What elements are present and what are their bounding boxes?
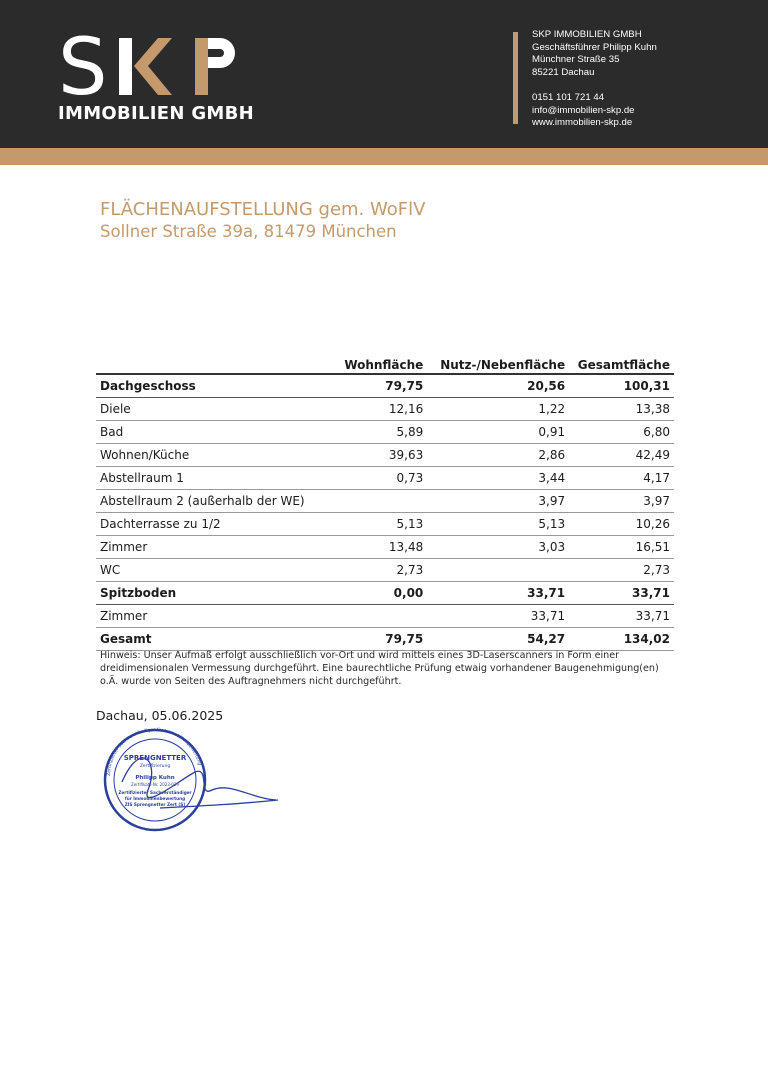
room-name-cell: Zimmer <box>96 605 333 628</box>
total-area-cell: 4,17 <box>569 467 674 490</box>
total-area-cell: 2,73 <box>569 559 674 582</box>
total-area-cell: 13,38 <box>569 398 674 421</box>
table-row <box>96 467 674 490</box>
living-area-cell: 12,16 <box>333 398 428 421</box>
header-room <box>96 352 333 374</box>
room-name-cell: Abstellraum 1 <box>96 467 333 490</box>
living-area-cell: 79,75 <box>333 628 428 651</box>
stamp-number: Zertifikats-Nr. 2023-029 <box>131 782 179 787</box>
utility-area-cell: 1,22 <box>427 398 569 421</box>
property-address: Sollner Straße 39a, 81479 München <box>100 222 397 241</box>
room-name-cell: Dachgeschoss <box>96 374 333 398</box>
utility-area-cell: 5,13 <box>427 513 569 536</box>
document-title: FLÄCHENAUFSTELLUNG gem. WoFlV <box>100 199 426 220</box>
utility-area-cell: 2,86 <box>427 444 569 467</box>
total-area-cell: 33,71 <box>569 582 674 605</box>
stamp-brand: SPRENGNETTER <box>123 754 187 762</box>
utility-area-cell: 3,03 <box>427 536 569 559</box>
stamp-ring-text: Zertifizierter Sachverständiger für Immobilienbewertung <box>106 727 202 777</box>
table-row <box>96 559 674 582</box>
stamp-line3: ZIS Sprengnetter Zert (S) <box>124 802 186 807</box>
measurement-note: Hinweis: Unser Aufmaß erfolgt ausschließlich vor-Ort und wird mittels eines 3D-Laserscanners in Form einer dreidimensionalen Vermessung durchgeführt. Eine baurechtliche Prüfung etwaig vorhandener Baugenehmigung(en) o.Ä. wurde von Seiten des Auftragnehmers nicht durchgeführt. <box>100 650 659 687</box>
total-area-cell: 3,97 <box>569 490 674 513</box>
total-area-cell: 33,71 <box>569 605 674 628</box>
room-name-cell: Zimmer <box>96 536 333 559</box>
living-area-cell: 5,13 <box>333 513 428 536</box>
utility-area-cell: 3,97 <box>427 490 569 513</box>
room-name-cell: Dachterrasse zu 1/2 <box>96 513 333 536</box>
utility-area-cell: 33,71 <box>427 605 569 628</box>
area-table <box>96 352 674 651</box>
room-name-cell: Spitzboden <box>96 582 333 605</box>
stamp-brand-sub: Zertifizierung <box>139 764 171 769</box>
utility-area-cell: 33,71 <box>427 582 569 605</box>
room-name-cell: Diele <box>96 398 333 421</box>
utility-area-cell: 54,27 <box>427 628 569 651</box>
header-living-area: Wohnfläche <box>344 358 424 372</box>
living-area-cell: 13,48 <box>333 536 428 559</box>
table-row <box>96 444 674 467</box>
total-area-cell: 6,80 <box>569 421 674 444</box>
living-area-cell: 79,75 <box>333 374 428 398</box>
company-city: 85221 Dachau <box>532 67 595 79</box>
table-row <box>96 421 674 444</box>
room-name-cell: WC <box>96 559 333 582</box>
company-phone: 0151 101 721 44 <box>532 91 605 103</box>
area-table-body <box>96 374 674 651</box>
total-area-cell: 42,49 <box>569 444 674 467</box>
certification-stamp <box>100 720 300 840</box>
utility-area-cell: 3,44 <box>427 467 569 490</box>
total-area-cell: 16,51 <box>569 536 674 559</box>
table-row <box>96 513 674 536</box>
total-area-cell: 10,26 <box>569 513 674 536</box>
utility-area-cell: 0,91 <box>427 421 569 444</box>
company-email: info@immobilien-skp.de <box>532 104 635 116</box>
living-area-cell <box>333 605 428 628</box>
total-row <box>96 628 674 651</box>
living-area-cell <box>333 490 428 513</box>
living-area-cell: 0,00 <box>333 582 428 605</box>
living-area-cell: 2,73 <box>333 559 428 582</box>
header-divider-bar <box>513 32 518 124</box>
header-accent-strip <box>0 148 768 165</box>
header-utility-area: Nutz-/Nebenfläche <box>440 358 566 372</box>
company-website: www.immobilien-skp.de <box>532 117 633 129</box>
logo-subtitle: IMMOBILIEN GMBH <box>58 103 255 124</box>
header-total-area: Gesamtfläche <box>577 358 670 372</box>
svg-text:S: S <box>58 32 108 102</box>
living-area-cell: 39,63 <box>333 444 428 467</box>
letterhead-banner <box>0 0 768 148</box>
skp-logo <box>58 32 248 102</box>
table-row <box>96 536 674 559</box>
place-date: Dachau, 05.06.2025 <box>96 708 224 723</box>
total-area-cell: 134,02 <box>569 628 674 651</box>
table-row <box>96 605 674 628</box>
section-row <box>96 582 674 605</box>
room-name-cell: Wohnen/Küche <box>96 444 333 467</box>
section-row <box>96 374 674 398</box>
stamp-line2: für Immobilienbewertung <box>124 796 186 801</box>
stamp-name: Philipp Kuhn <box>135 775 175 781</box>
utility-area-cell <box>427 559 569 582</box>
room-name-cell: Bad <box>96 421 333 444</box>
total-area-cell: 100,31 <box>569 374 674 398</box>
living-area-cell: 5,89 <box>333 421 428 444</box>
living-area-cell: 0,73 <box>333 467 428 490</box>
company-contact-block <box>532 29 657 130</box>
company-name: SKP IMMOBILIEN GMBH <box>532 29 642 40</box>
stamp-line1: Zertifizierter Sachverständiger <box>118 790 192 795</box>
room-name-cell: Abstellraum 2 (außerhalb der WE) <box>96 490 333 513</box>
utility-area-cell: 20,56 <box>427 374 569 398</box>
table-header-row <box>96 352 674 374</box>
company-street: Münchner Straße 35 <box>532 54 620 66</box>
table-row <box>96 490 674 513</box>
room-name-cell: Gesamt <box>96 628 333 651</box>
table-row <box>96 398 674 421</box>
company-director: Geschäftsführer Philipp Kuhn <box>532 41 657 53</box>
